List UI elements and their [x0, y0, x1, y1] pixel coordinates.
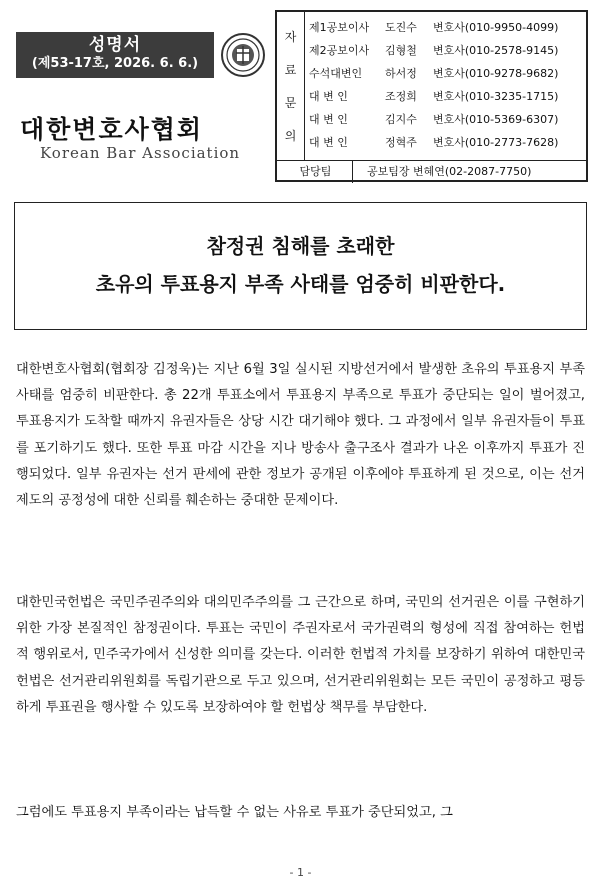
contact-footer [277, 160, 586, 183]
contact-name: 김형철 [385, 44, 417, 57]
contact-side-char: 자 [284, 30, 297, 44]
contact-name: 하서정 [385, 67, 417, 80]
contact-role: 제1공보이사 [309, 21, 370, 34]
body-paragraph-3: 그럼에도 투표용지 부족이라는 납득할 수 없는 사유로 투표가 중단되었고, 그 [16, 805, 453, 820]
contact-role: 수석대변인 [309, 67, 363, 80]
contact-role: 대 변 인 [309, 113, 348, 126]
contact-side-char: 의 [284, 129, 297, 143]
contact-side-label [277, 12, 305, 160]
contact-role: 대 변 인 [309, 90, 348, 103]
headline-line-2: 초유의 투표용지 부족 사태를 엄중히 비판한다. [95, 272, 506, 296]
contact-row [309, 108, 587, 131]
contact-role: 제2공보이사 [309, 44, 370, 57]
contact-phone: 변호사(010-9950-4099) [433, 21, 559, 34]
org-name-english: Korean Bar Association [40, 144, 241, 162]
body-paragraph-1: 대한변호사협회(협회장 김정욱)는 지난 6월 3일 실시된 지방선거에서 발생한 초유의 투표용지 부족 사태를 엄중히 비판한다. 총 22개 투표소에서 투표용지 부족으로 투표가 중단되는 일이 벌어졌고, 투표용지가 도착할 때까지 유권자들은 상당 시간 대기해야 했다. 그 과정에서 일부 유권자들이 투표를 포기하기도 했다. 또한 투표 마감 시간을 지나 방송사 출구조사 결과가 나온 이후까지 투표가 진행되었다. 일부 유권자는 선거 판세에 관한 정보가 공개된 이후에야 투표하게 된 것으로, 이는 선거 제도의 공정성에 대한 신뢰를 훼손하는 중대한 문제이다. [16, 362, 585, 509]
headline-line-1: 참정권 침해를 초래한 [206, 234, 395, 258]
contact-side-char: 문 [284, 96, 297, 110]
contact-name: 김지수 [385, 113, 417, 126]
contact-row [309, 39, 587, 62]
contact-row [309, 85, 587, 108]
contact-phone: 변호사(010-3235-1715) [433, 90, 559, 103]
doc-type: 성명서 [88, 35, 142, 55]
page-number: - 1 - [289, 866, 312, 879]
headline-box [14, 202, 587, 330]
statement-badge [16, 32, 214, 78]
press-contact-table [275, 10, 588, 182]
contact-role: 대 변 인 [309, 136, 348, 149]
contact-row [309, 131, 587, 154]
contact-phone: 변호사(010-9278-9682) [433, 67, 559, 80]
contact-phone: 변호사(010-2578-9145) [433, 44, 559, 57]
contact-name: 정혁주 [385, 136, 417, 149]
contact-row [309, 62, 587, 85]
contact-footer-value: 공보팀장 변혜연(02-2087-7750) [367, 165, 532, 178]
contact-row [309, 16, 587, 39]
contact-phone: 변호사(010-2773-7628) [433, 136, 559, 149]
contact-rows [309, 16, 587, 154]
body-paragraph-2: 대한민국헌법은 국민주권주의와 대의민주주의를 그 근간으로 하며, 국민의 선거권은 이를 구현하기 위한 가장 본질적인 참정권이다. 투표는 국민이 주권자로서 국가권력의 형성에 직접 참여하는 헌법적 행위로서, 민주국가에서 신성한 의미를 갖는다. 이러한 헌법적 가치를 보장하기 위하여 대한민국헌법은 선거관리위원회를 독립기관으로 두고 있으며, 선거관리위원회는 모든 국민이 공정하고 평등하게 투표권을 행사할 수 있도록 보장하여야 할 헌법상 책무를 부담한다. [16, 595, 585, 715]
bar-association-seal-icon [220, 32, 266, 78]
contact-phone: 변호사(010-5369-6307) [433, 113, 559, 126]
contact-side-char: 료 [284, 63, 297, 77]
org-name-korean: 대한변호사협회 [20, 115, 204, 144]
doc-number: (제53-17호, 2026. 6. 6.) [31, 56, 199, 71]
contact-name: 조정희 [385, 90, 417, 103]
contact-name: 도진수 [385, 21, 417, 34]
contact-footer-label: 담당팀 [277, 161, 353, 183]
